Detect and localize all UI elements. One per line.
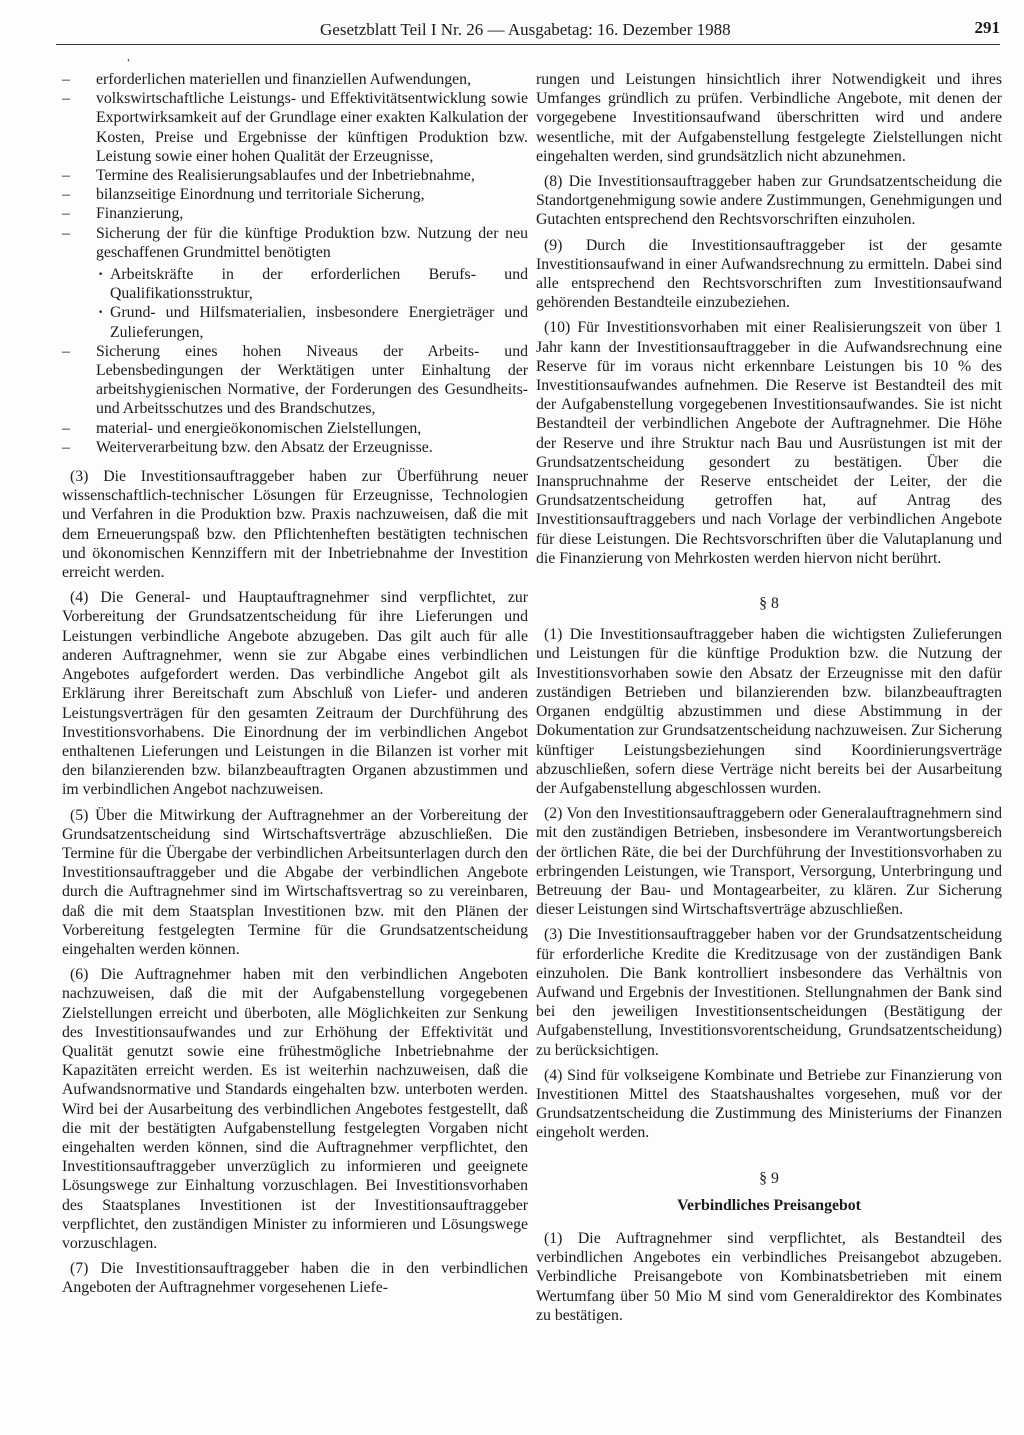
section-8-paragraph-3: (3) Die Investitionsauftraggeber haben vor der Grundsatzentscheidung für erforderliche Kredite die Kreditzusage von der zuständigen Bank einzuholen. Die Bank kontrolliert insbesondere das Verhältnis von Aufwand und Ergebnis der Investitionen. Stellungnahmen der Bank sind bei den jeweiligen Investitionsentscheidungen (Bestätigung der Aufgabenstellung, Investitionsvorentscheidung, Grundsatzentscheidung) zu berücksichtigen. [536, 926, 1002, 1059]
list-item: – erforderlichen materiellen und finanziellen Aufwendungen, [62, 70, 528, 89]
section-8-paragraph-2: (2) Von den Investitionsauftraggebern oder Generalauftragnehmern sind mit den zuständigen Betrieben, insbesondere im Verantwortungsbereich der örtlichen Räte, die bei der Durchführung der Investitionsvorhaben zu erbringenden Leistungen, wie Transport, Versorgung, Unterbringung und Betreuung der Bau- und Montagearbeiter, zu klären. Zur Sicherung dieser Leistungen sind Wirtschaftsverträge abzuschließen. [536, 805, 1002, 919]
paragraph-10: (10) Für Investitionsvorhaben mit einer Realisierungszeit von über 1 Jahr kann der Investitionsauftraggeber in die Aufwandsrechnung eine Reserve für im voraus nicht erkennbare Leistungen bis 10 % des Investitionsaufwandes aufnehmen. Die Reserve ist Bestandteil des mit der Aufgabenstellung vorgegebenen Investitionsaufwandes. Sie ist nicht Bestandteil der verbindlichen Angebote der Auftragnehmer. Die Höhe der Reserve und ihre Struktur nach Bau und Ausrüstungen ist mit der Grundsatzentscheidung gesondert zu bestätigen. Über die Inanspruchnahme der Reserve entscheidet der Leiter, der die Grundsatzentscheidung getroffen hat, auf Antrag des Investitionsauftraggebers und nach Vorlage der verbindlichen Angebote für diese Leistungen. Die Rechtsvorschriften über die Valutaplanung und die Finanzierung von Mehrkosten werden hiervon nicht berührt. [536, 319, 1002, 567]
paragraph-7: (7) Die Investitionsauftraggeber haben die in den verbindlichen Angeboten der Auftragnehmer vorgesehenen Liefe- [62, 1260, 528, 1297]
section-8-paragraph-1: (1) Die Investitionsauftraggeber haben die wichtigsten Zulieferungen und Leistungen für die künftige Produktion bzw. die Nutzung der Investitionsvorhaben sowie den Absatz der Erzeugnisse mit den dafür zuständigen Betrieben und bilanzierenden bzw. bilanzbeauftragten Organen endgültig abzustimmen und diese Abstimmung in der Dokumentation zur Grundsatzentscheidung nachzuweisen. Zur Sicherung künftiger Leistungsbeziehungen sind Koordinierungsverträge abzuschließen, sofern diese Verträge nicht bereits bei der Ausarbeitung der Aufgabenstellung abgeschlossen wurden. [536, 626, 1002, 797]
paragraph-3: (3) Die Investitionsauftraggeber haben zur Überführung neuer wissenschaftlich-technischer Lösungen für Erzeugnisse, Technologien und Verfahren in die Produktion bzw. Praxis nachzuweisen, daß die mit dem Erneuerungspaß bzw. den Pflichtenheften bestätigten technischen und ökonomischen Kennziffern mit der Inbetriebnahme der Investition erreicht werden. [62, 468, 528, 582]
section-8-heading: § 8 [759, 595, 779, 613]
paragraph-5: (5) Über die Mitwirkung der Auftragnehmer an der Vorbereitung der Grundsatzentscheidung sind Wirtschaftsverträge abzuschließen. Die Termine für die Übergabe der verbindlichen Arbeitsunterlagen durch den Investitionsauftraggeber und die Abgabe der verbindlichen Angebote durch die Auftragnehmer sind im Wirtschaftsvertrag so zu vereinbaren, daß die mit dem Staatsplan Investitionen bzw. mit den Plänen der Vorbereitung festgelegten Termine für die Grundsatzentscheidung eingehalten werden können. [62, 806, 528, 958]
header-title: Gesetzblatt Teil I Nr. 26 — Ausgabetag: 16. Dezember 1988 [320, 20, 731, 39]
right-column [536, 70, 1002, 1325]
list-item: – Sicherung eines hohen Niveaus der Arbeits- und Lebensbedingungen der Werktätigen unter Einhaltung der arbeitshygienischen Normative, der Forderungen des Gesundheits- und Arbeitsschutzes und des Brandschutzes, [62, 342, 528, 419]
left-column [62, 70, 528, 1298]
sub-list-item: · Grund- und Hilfsmaterialien, insbesondere Energieträger und Zulieferungen, [96, 303, 528, 341]
paragraph-9: (9) Durch die Investitionsauftraggeber ist der gesamte Investitionsaufwand in einer Aufwandsrechnung zu ermitteln. Dabei sind alle entsprechend den Rechtsvorschriften zum Investitionsaufwand gehörenden Bestandteile einzubeziehen. [536, 236, 1002, 312]
list-item: – volkswirtschaftliche Leistungs- und Effektivitätsentwicklung sowie Exportwirksamkeit auf der Grundlage einer exakten Kalkulation der Kosten, Preise und Ergebnisse der künftigen Produktion bzw. Leistung sowie einer hohen Qualität der Erzeugnisse, [62, 89, 528, 166]
requirements-list [62, 70, 528, 457]
list-item: – material- und energieökonomischen Zielstellungen, [62, 419, 528, 438]
list-item: – Weiterverarbeitung bzw. den Absatz der Erzeugnisse. [62, 438, 528, 457]
list-item: – Sicherung der für die künftige Produktion bzw. Nutzung der neu geschaffenen Grundmittel benötigten · Arbeitskräfte in der erforderlichen Berufs- und Qualifikationsstruktur, · Grund- und Hilfsmaterialien, insbesondere Energieträger und Zulieferungen, [62, 224, 528, 342]
section-9-paragraph-1: (1) Die Auftragnehmer sind verpflichtet, als Bestandteil des verbindlichen Angebotes ein verbindliches Preisangebot abzugeben. Verbindliche Preisangebote von Kombinatsbetrieben mit einem Wertumfang über 50 Mio M sind vom Generaldirektor des Kombinates zu bestätigen. [536, 1229, 1002, 1324]
list-item: – Termine des Realisierungsablaufes und der Inbetriebnahme, [62, 166, 528, 185]
page-number: 291 [974, 18, 1000, 37]
page-header [56, 18, 1000, 45]
paragraph-8: (8) Die Investitionsauftraggeber haben zur Grundsatzentscheidung die Standortgenehmigung sowie andere Zustimmungen, Genehmigungen und Gutachten entsprechend den Rechtsvorschriften einzuholen. [536, 173, 1002, 229]
list-item: – Finanzierung, [62, 204, 528, 223]
section-8-paragraph-4: (4) Sind für volkseigene Kombinate und Betriebe zur Finanzierung von Investitionen Mittel des Staatshaushaltes vorgesehen, muß vor der Grundsatzentscheidung die Zustimmung des Ministeriums der Finanzen eingeholt werden. [536, 1066, 1002, 1142]
section-9-heading: § 9 [759, 1169, 779, 1187]
list-item: – bilanzseitige Einordnung und territoriale Sicherung, [62, 185, 528, 204]
sub-list-item: · Arbeitskräfte in der erforderlichen Berufs- und Qualifikationsstruktur, [96, 265, 528, 303]
sub-list [96, 265, 528, 342]
section-9-title: Verbindliches Preisangebot [677, 1196, 861, 1214]
print-speck: , [127, 49, 130, 63]
paragraph-6: (6) Die Auftragnehmer haben mit den verbindlichen Angeboten nachzuweisen, daß die mit der Aufgabenstellung vorgegebenen Zielstellungen erreicht und überboten, alle Möglichkeiten zur Senkung des Investitionsaufwandes und zur Erhöhung der Effektivität und Qualität genutzt sowie eine frühestmögliche Inbetriebnahme der Kapazitäten erreicht werden. Es ist weiterhin nachzuweisen, daß die Aufwandsnormative und Standards eingehalten bzw. unterboten werden. Wird bei der Ausarbeitung des verbindlichen Angebotes festgestellt, daß die mit der bestätigten Aufgabenstellung festgelegten Vorgaben nicht eingehalten werden können, sind die Auftragnehmer verpflichtet, den Investitionsauftraggeber unverzüglich zu informieren und geeignete Lösungswege zur Einhaltung vorzuschlagen. Bei Investitionsvorhaben des Staatsplanes Investitionen ist der Investitionsauftraggeber verpflichtet, den zuständigen Minister zu informieren und Lösungswege vorzuschlagen. [62, 966, 528, 1252]
paragraph-4: (4) Die General- und Hauptauftragnehmer sind verpflichtet, zur Vorbereitung der Grundsatzentscheidung für ihre Lieferungen und Leistungen verbindliche Angebote abzugeben. Das gilt auch für alle anderen Auftragnehmer, wenn sie zur Abgabe eines verbindlichen Angebotes aufgefordert werden. Das verbindliche Angebot gilt als Erklärung ihrer Bereitschaft zum Abschluß von Liefer- und anderen Leistungsverträgen für den gesamten Zeitraum der Durchführung des Investitionsvorhabens. Die Einordnung der im verbindlichen Angebot enthaltenen Lieferungen und Leistungen in die Bilanzen ist vorher mit den bilanzierenden bzw. bilanzbeauftragten Organen abzustimmen und im verbindlichen Angebot nachzuweisen. [62, 589, 528, 799]
paragraph-7-continued: rungen und Leistungen hinsichtlich ihrer Notwendigkeit und ihres Umfanges gründlich zu prüfen. Verbindliche Angebote, mit denen der vorgegebene Investitionsaufwand überschritten wird und andere wesentliche, mit der Aufgabenstellung festgelegte Zielstellungen nicht eingehalten werden, sind grundsätzlich nicht abzunehmen. [536, 71, 1002, 165]
